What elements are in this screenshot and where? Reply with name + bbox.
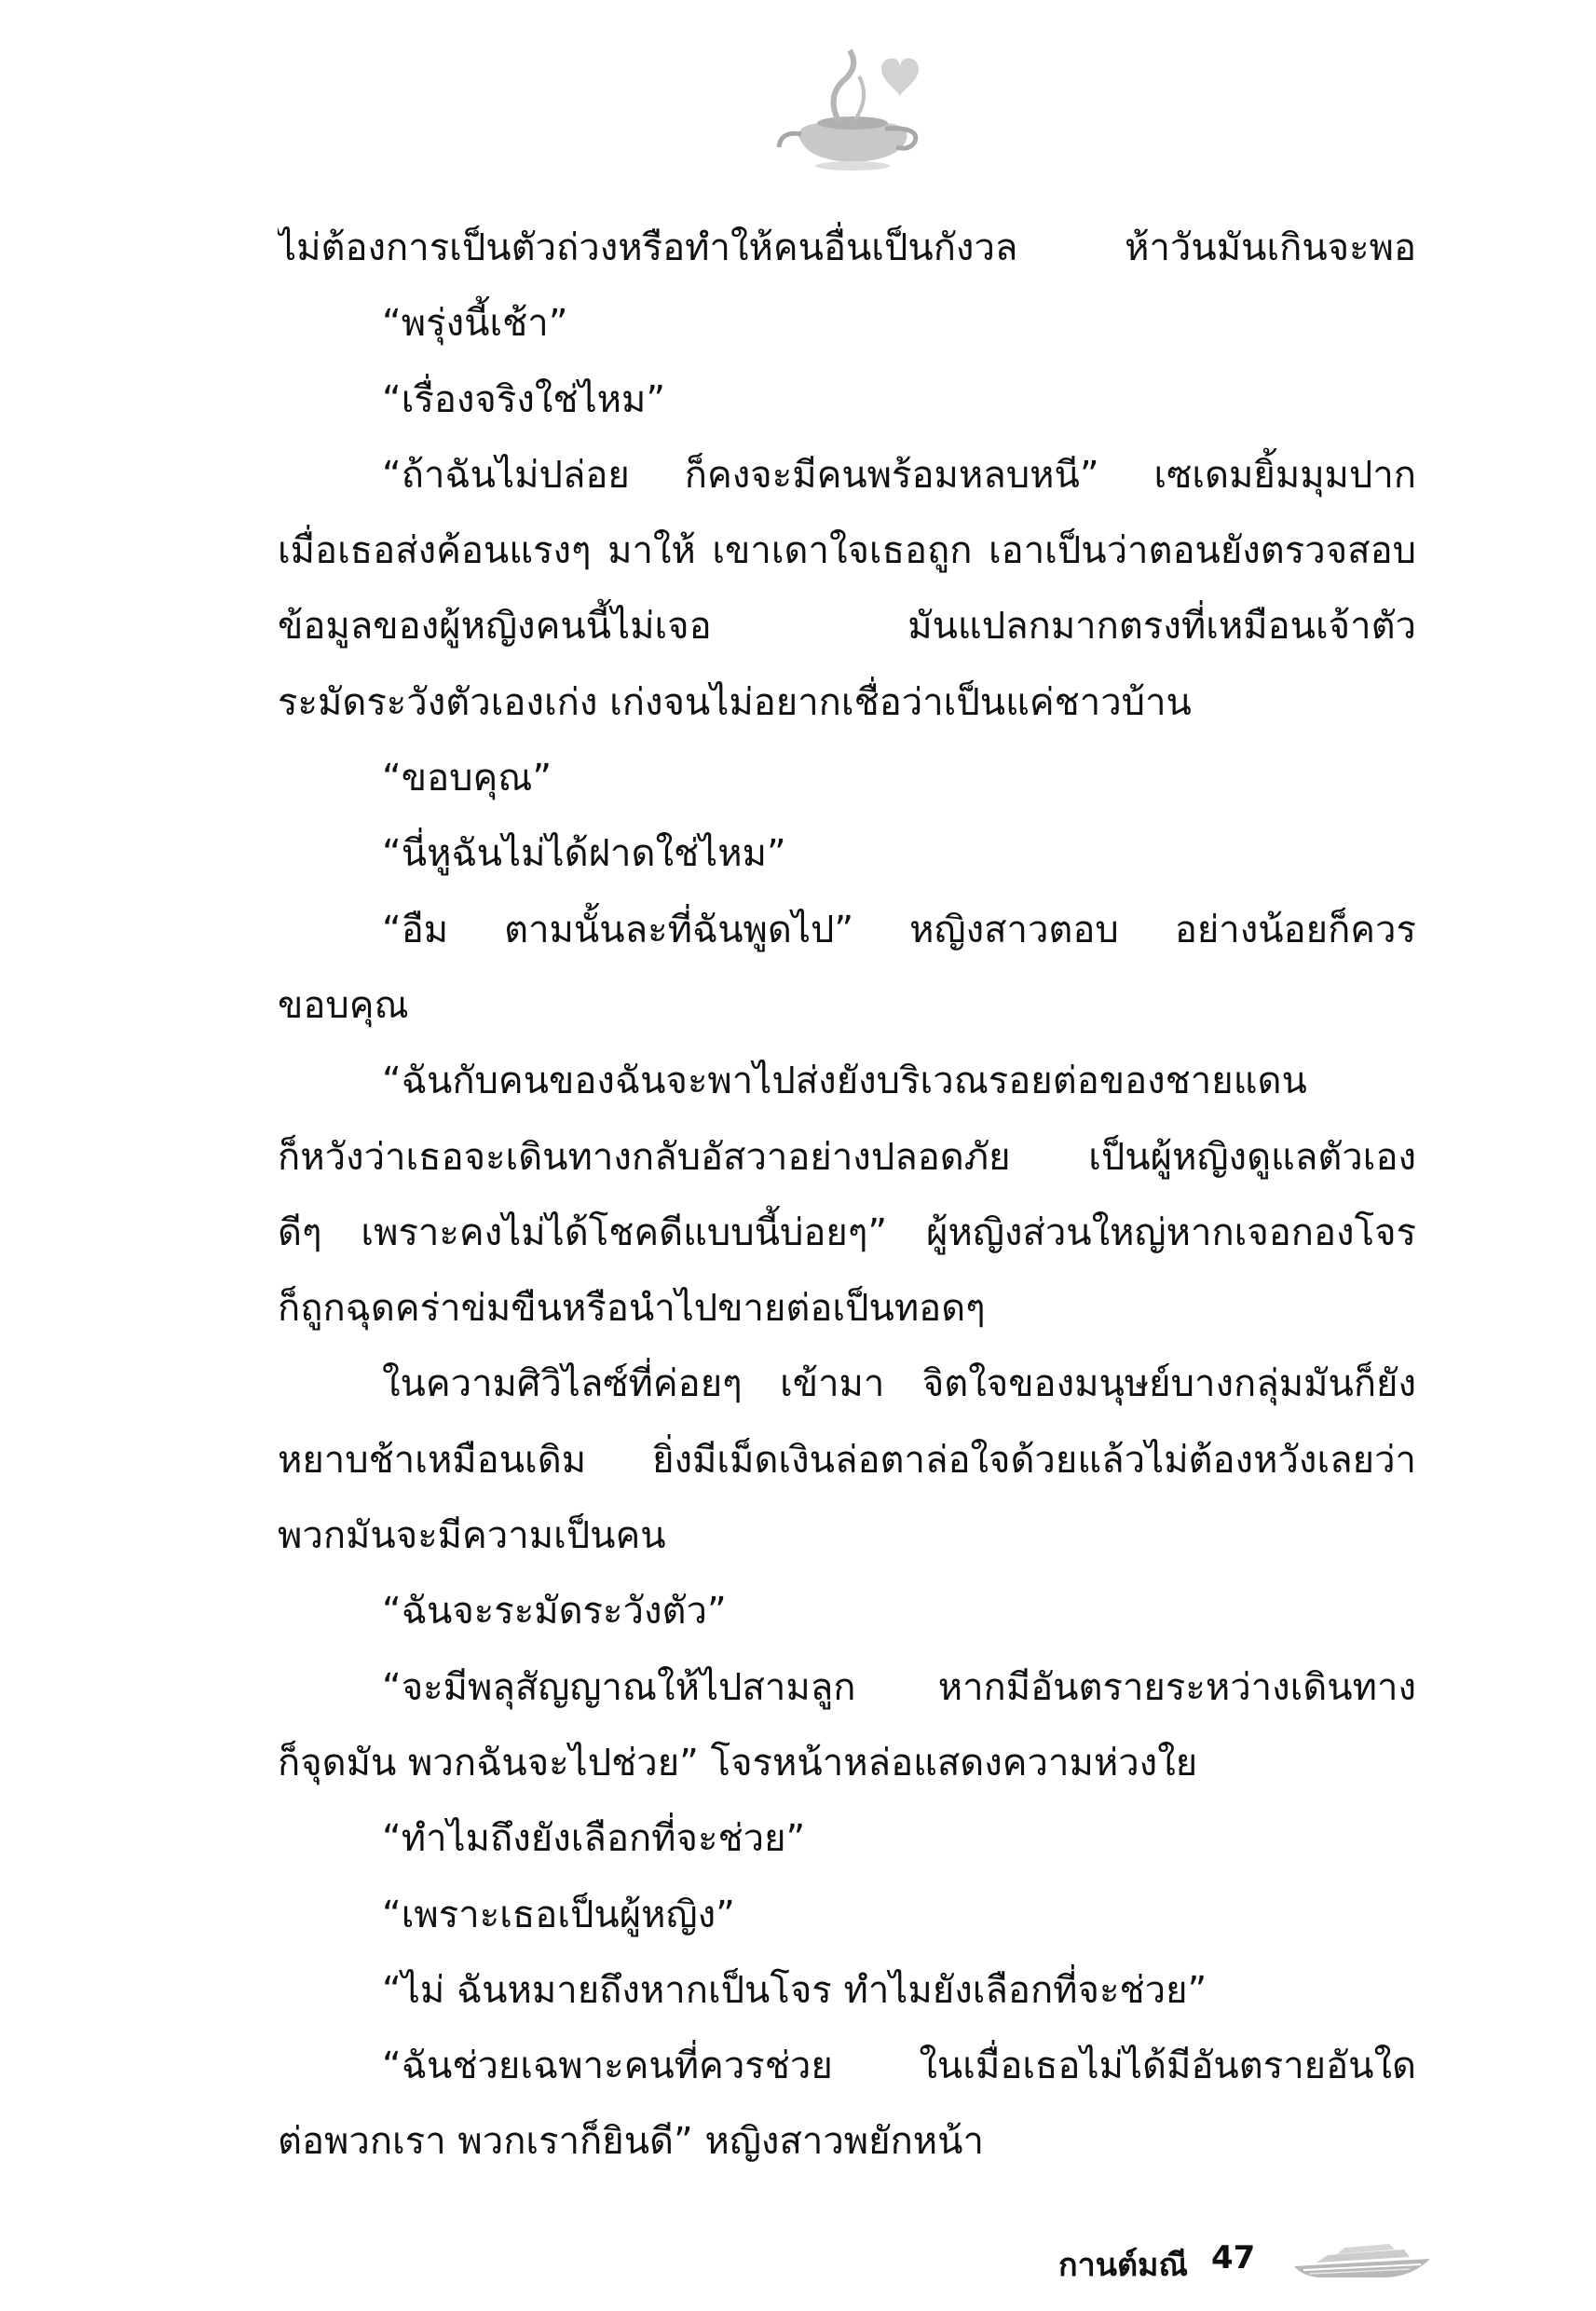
ship-ornament-icon bbox=[1290, 2235, 1439, 2281]
body-line: ระมัดระวังตัวเองเก่ง เก่งจนไม่อยากเชื่อว่าเป็นแค่ชาวบ้าน bbox=[278, 680, 1192, 724]
body-line: ไม่ต้องการเป็นตัวถ่วงหรือทำให้คนอื่นเป็นกังวล ห้าวันมันเกินจะพอ bbox=[278, 226, 1416, 269]
body-line: “ขอบคุณ” bbox=[382, 757, 552, 800]
body-line: “พรุ่งนี้เช้า” bbox=[382, 302, 568, 346]
body-line: “นี่หูฉันไม่ได้ฝาดใช่ไหม” bbox=[382, 832, 786, 876]
body-line: “ไม่ ฉันหมายถึงหากเป็นโจร ทำไมยังเลือกที่จะช่วย” bbox=[382, 1968, 1207, 2012]
body-line: เมื่อเธอส่งค้อนแรงๆ มาให้ เขาเดาใจเธอถูก เอาเป็นว่าตอนยังตรวจสอบ bbox=[278, 529, 1416, 573]
body-line: “ถ้าฉันไม่ปล่อย ก็คงจะมีคนพร้อมหลบหนี” เซเดมยิ้มมุมปาก bbox=[382, 453, 1416, 497]
body-line: “ฉันกับคนของฉันจะพาไปส่งยังบริเวณรอยต่อของชายแดน bbox=[382, 1060, 1307, 1103]
body-line: พวกมันจะมีความเป็นคน bbox=[278, 1514, 666, 1558]
body-line: ต่อพวกเรา พวกเราก็ยินดี” หญิงสาวพยักหน้า bbox=[278, 2120, 984, 2164]
body-text bbox=[278, 211, 1416, 2181]
body-line: ดีๆ เพราะคงไม่ได้โชคดีแบบนี้บ่อยๆ” ผู้หญิงส่วนใหญ่หากเจอกองโจร bbox=[278, 1210, 1416, 1254]
teapot-heart-ornament-icon bbox=[773, 37, 932, 177]
book-title: กานต์มณี bbox=[1058, 2247, 1188, 2284]
body-line: ขอบคุณ bbox=[278, 983, 409, 1027]
body-line: ก็หวังว่าเธอจะเดินทางกลับอัสวาอย่างปลอดภัย เป็นผู้หญิงดูแลตัวเอง bbox=[278, 1135, 1416, 1179]
body-line: “เรื่องจริงใช่ไหม” bbox=[382, 377, 666, 421]
page-number: 47 bbox=[1211, 2239, 1256, 2277]
body-line: ก็จุดมัน พวกฉันจะไปช่วย” โจรหน้าหล่อแสดงความห่วงใย bbox=[278, 1741, 1198, 1785]
body-line: “ทำไมถึงยังเลือกที่จะช่วย” bbox=[382, 1817, 806, 1861]
body-line: “อืม ตามนั้นละที่ฉันพูดไป” หญิงสาวตอบ อย่างน้อยก็ควร bbox=[382, 908, 1416, 951]
body-line: “ฉันจะระมัดระวังตัว” bbox=[382, 1590, 727, 1634]
body-line: ในความศิวิไลซ์ที่ค่อยๆ เข้ามา จิตใจของมนุษย์บางกลุ่มมันก็ยัง bbox=[382, 1362, 1416, 1406]
body-line: “ฉันช่วยเฉพาะคนที่ควรช่วย ในเมื่อเธอไม่ได้มีอันตรายอันใด bbox=[382, 2044, 1416, 2088]
body-line: ก็ถูกฉุดคร่าข่มขืนหรือนำไปขายต่อเป็นทอดๆ bbox=[278, 1287, 986, 1331]
body-line: “จะมีพลุสัญญาณให้ไปสามลูก หากมีอันตรายระหว่างเดินทาง bbox=[382, 1665, 1416, 1709]
body-line: “เพราะเธอเป็นผู้หญิง” bbox=[382, 1893, 735, 1936]
body-line: ข้อมูลของผู้หญิงคนนี้ไม่เจอ มันแปลกมากตรงที่เหมือนเจ้าตัว bbox=[278, 605, 1416, 649]
body-line: หยาบช้าเหมือนเดิม ยิ่งมีเม็ดเงินล่อตาล่อใจด้วยแล้วไม่ต้องหวังเลยว่า bbox=[278, 1438, 1416, 1482]
